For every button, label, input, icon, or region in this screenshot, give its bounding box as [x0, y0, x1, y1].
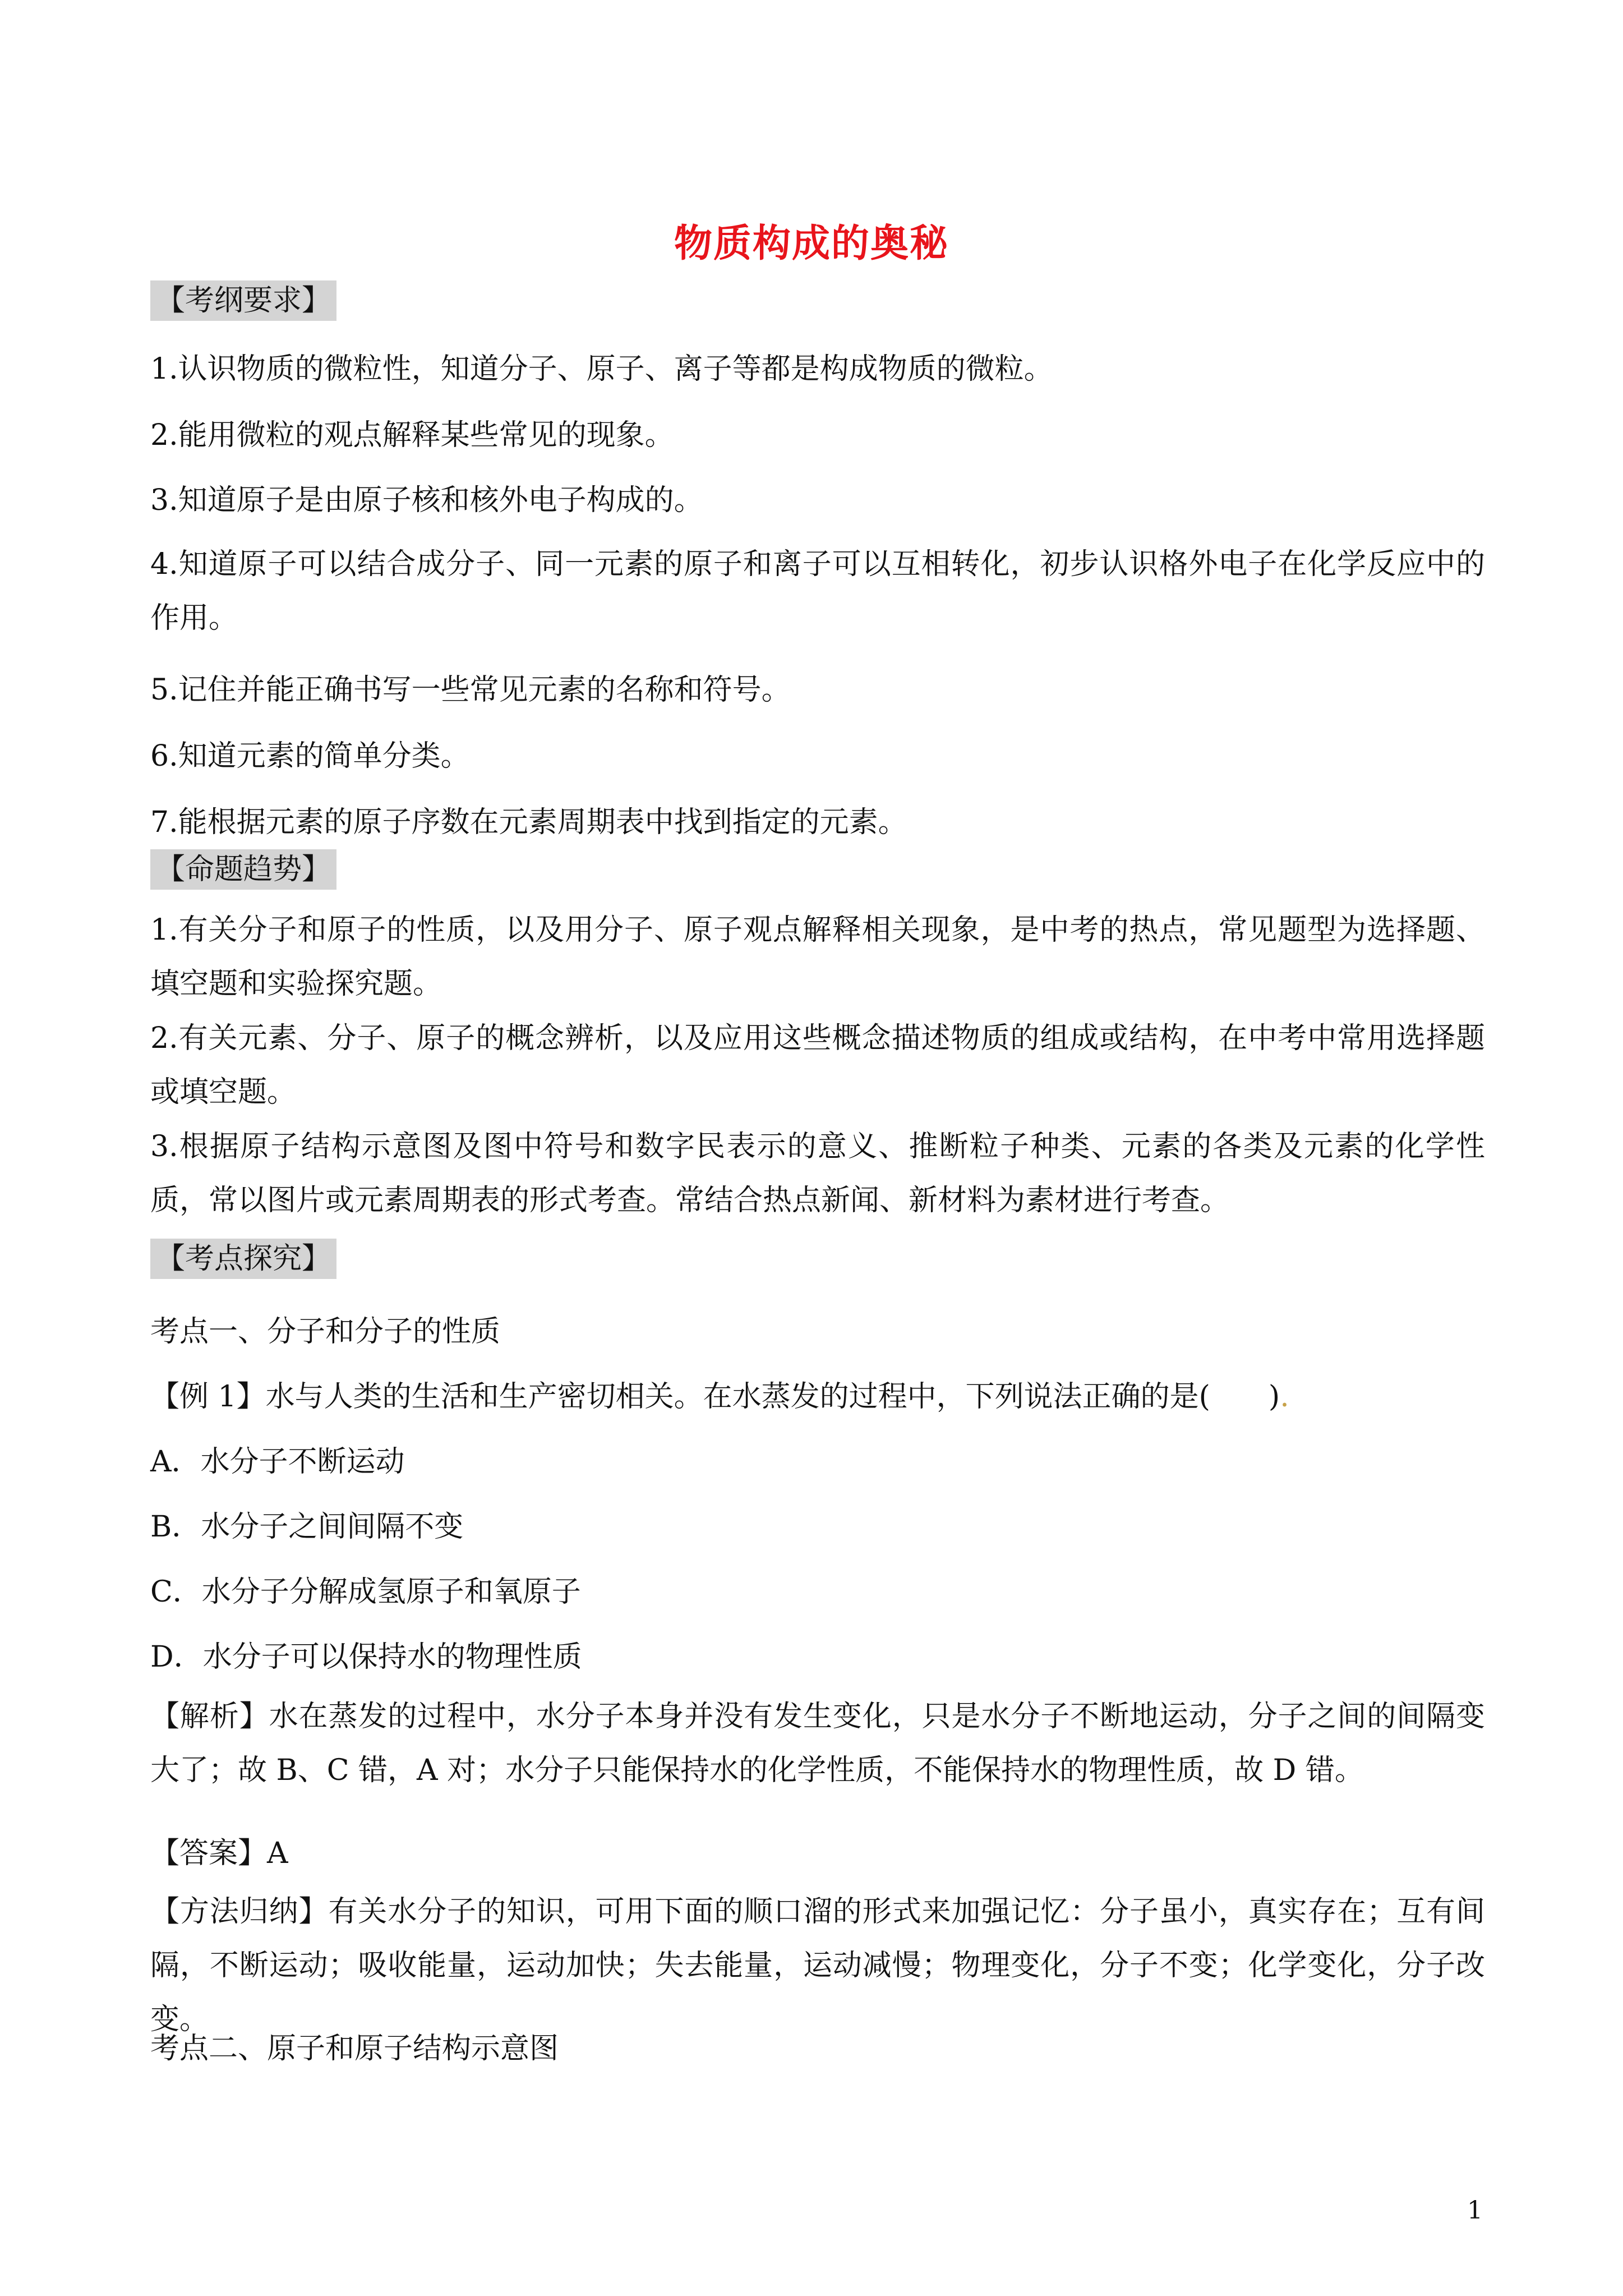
page-title: 物质构成的奥秘: [674, 221, 949, 266]
section-label-explore: 【考点探究】: [150, 1239, 336, 1279]
kaogang-item-1: 1.认识物质的微粒性，知道分子、原子、离子等都是构成物质的微粒。: [150, 352, 1053, 386]
option-a: A．水分子不断运动: [150, 1445, 405, 1479]
section-label-trend: 【命题趋势】: [150, 849, 336, 890]
section-label-kaogang: 【考纲要求】: [150, 280, 336, 321]
kaogang-item-5: 5.记住并能正确书写一些常见元素的名称和符号。: [150, 673, 791, 707]
point-1-heading: 考点一、分子和分子的性质: [150, 1315, 501, 1349]
example-1-question-text: 【例 1】水与人类的生活和生产密切相关。在水蒸发的过程中，下列说法正确的是( ): [150, 1380, 1280, 1414]
kaogang-item-7: 7.能根据元素的原子序数在元素周期表中找到指定的元素。: [150, 806, 907, 839]
trend-item-2: 2.有关元素、分子、原子的概念辨析，以及应用这些概念描述物质的组成或结构，在中考中常用选择题或填空题。: [150, 1022, 1485, 1109]
question-end-mark: .: [1280, 1380, 1289, 1414]
example-1-analysis: 【解析】水在蒸发的过程中，水分子本身并没有发生变化，只是水分子不断地运动，分子之间的间隔变大了；故 B、C 错，A 对；水分子只能保持水的化学性质，不能保持水的物理性质，故 D 错。: [150, 1700, 1485, 1787]
kaogang-item-6: 6.知道元素的简单分类。: [150, 739, 470, 773]
method-summary: 【方法归纳】有关水分子的知识，可用下面的顺口溜的形式来加强记忆：分子虽小，真实存在；互有间隔，不断运动；吸收能量，运动加快；失去能量，运动减慢；物理变化，分子不变；化学变化，分子改变。: [150, 1895, 1485, 2036]
option-b: B．水分子之间间隔不变: [150, 1510, 464, 1544]
example-1-question: [150, 1380, 1289, 1414]
kaogang-item-2: 2.能用微粒的观点解释某些常见的现象。: [150, 418, 674, 452]
trend-item-3: 3.根据原子结构示意图及图中符号和数字民表示的意义、推断粒子种类、元素的各类及元素的化学性质，常以图片或元素周期表的形式考查。常结合热点新闻、新材料为素材进行考查。: [150, 1130, 1485, 1217]
option-c: C．水分子分解成氢原子和氧原子: [150, 1575, 581, 1609]
page-number: 1: [1467, 2196, 1483, 2225]
example-1-answer: 【答案】A: [150, 1837, 288, 1870]
kaogang-item-4: 4.知道原子可以结合成分子、同一元素的原子和离子可以互相转化，初步认识格外电子在化学反应中的作用。: [150, 547, 1485, 635]
trend-item-1: 1.有关分子和原子的性质，以及用分子、原子观点解释相关现象，是中考的热点，常见题型为选择题、填空题和实验探究题。: [150, 913, 1485, 1001]
kaogang-item-3: 3.知道原子是由原子核和核外电子构成的。: [150, 484, 703, 517]
point-2-heading: 考点二、原子和原子结构示意图: [150, 2032, 559, 2065]
option-d: D．水分子可以保持水的物理性质: [150, 1640, 582, 1674]
